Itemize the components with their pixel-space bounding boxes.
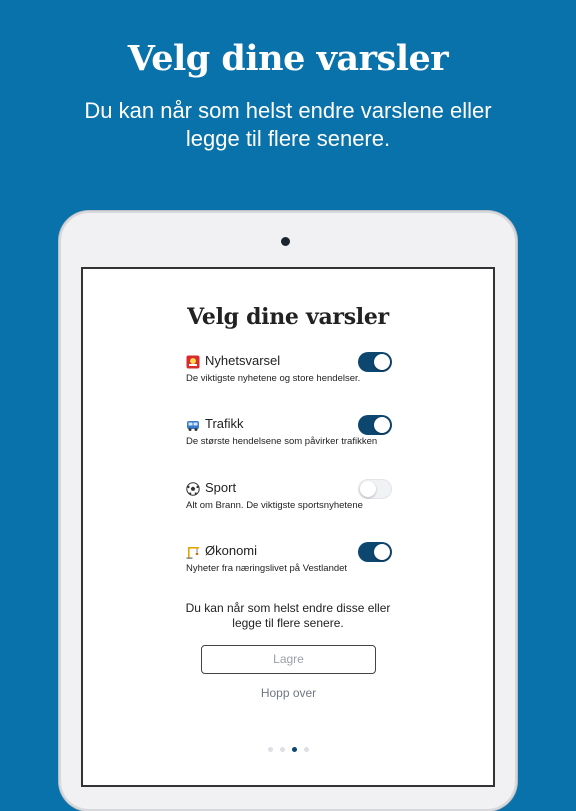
hero-title: Velg dine varsler bbox=[127, 38, 449, 79]
notification-row-trafikk bbox=[186, 415, 392, 455]
page-dot[interactable] bbox=[268, 747, 273, 752]
okonomi-toggle[interactable] bbox=[358, 542, 392, 562]
item-label: Nyhetsvarsel bbox=[205, 353, 281, 368]
item-description: Alt om Brann. De viktigste sportsnyhetene bbox=[186, 500, 363, 511]
crane-icon bbox=[186, 545, 200, 559]
item-description: De viktigste nyhetene og store hendelser. bbox=[186, 373, 361, 384]
toggle-knob bbox=[360, 481, 376, 497]
tablet-screen bbox=[81, 267, 495, 787]
notification-row-sport bbox=[186, 479, 392, 519]
card-title: Velg dine varsler bbox=[187, 304, 389, 330]
page-dot-active[interactable] bbox=[292, 747, 297, 752]
hero-subtitle: Du kan når som helst endre varslene eller legge til flere senere. bbox=[84, 98, 492, 151]
notification-row-okonomi bbox=[186, 542, 392, 582]
sport-toggle[interactable] bbox=[358, 479, 392, 499]
item-description: Nyheter fra næringslivet på Vestlandet bbox=[186, 563, 348, 574]
siren-icon bbox=[186, 355, 200, 369]
nyhetsvarsel-toggle[interactable] bbox=[358, 352, 392, 372]
camera-icon bbox=[281, 237, 290, 246]
pagination-dots bbox=[268, 747, 312, 753]
page-dot[interactable] bbox=[304, 747, 309, 752]
trafikk-toggle[interactable] bbox=[358, 415, 392, 435]
item-label: Sport bbox=[205, 480, 237, 495]
skip-link[interactable]: Hopp over bbox=[260, 686, 317, 700]
info-text: Du kan når som helst endre disse eller legge til flere senere. bbox=[185, 601, 391, 630]
item-label: Økonomi bbox=[205, 543, 258, 558]
item-label: Trafikk bbox=[205, 416, 244, 431]
item-description: De største hendelsene som påvirker trafikken bbox=[186, 436, 378, 447]
notification-row-nyhetsvarsel bbox=[186, 352, 392, 392]
toggle-knob bbox=[374, 354, 390, 370]
toggle-knob bbox=[374, 417, 390, 433]
bus-icon bbox=[186, 418, 200, 432]
soccer-ball-icon bbox=[186, 482, 200, 496]
page-dot[interactable] bbox=[280, 747, 285, 752]
toggle-knob bbox=[374, 544, 390, 560]
save-button[interactable]: Lagre bbox=[201, 645, 376, 674]
